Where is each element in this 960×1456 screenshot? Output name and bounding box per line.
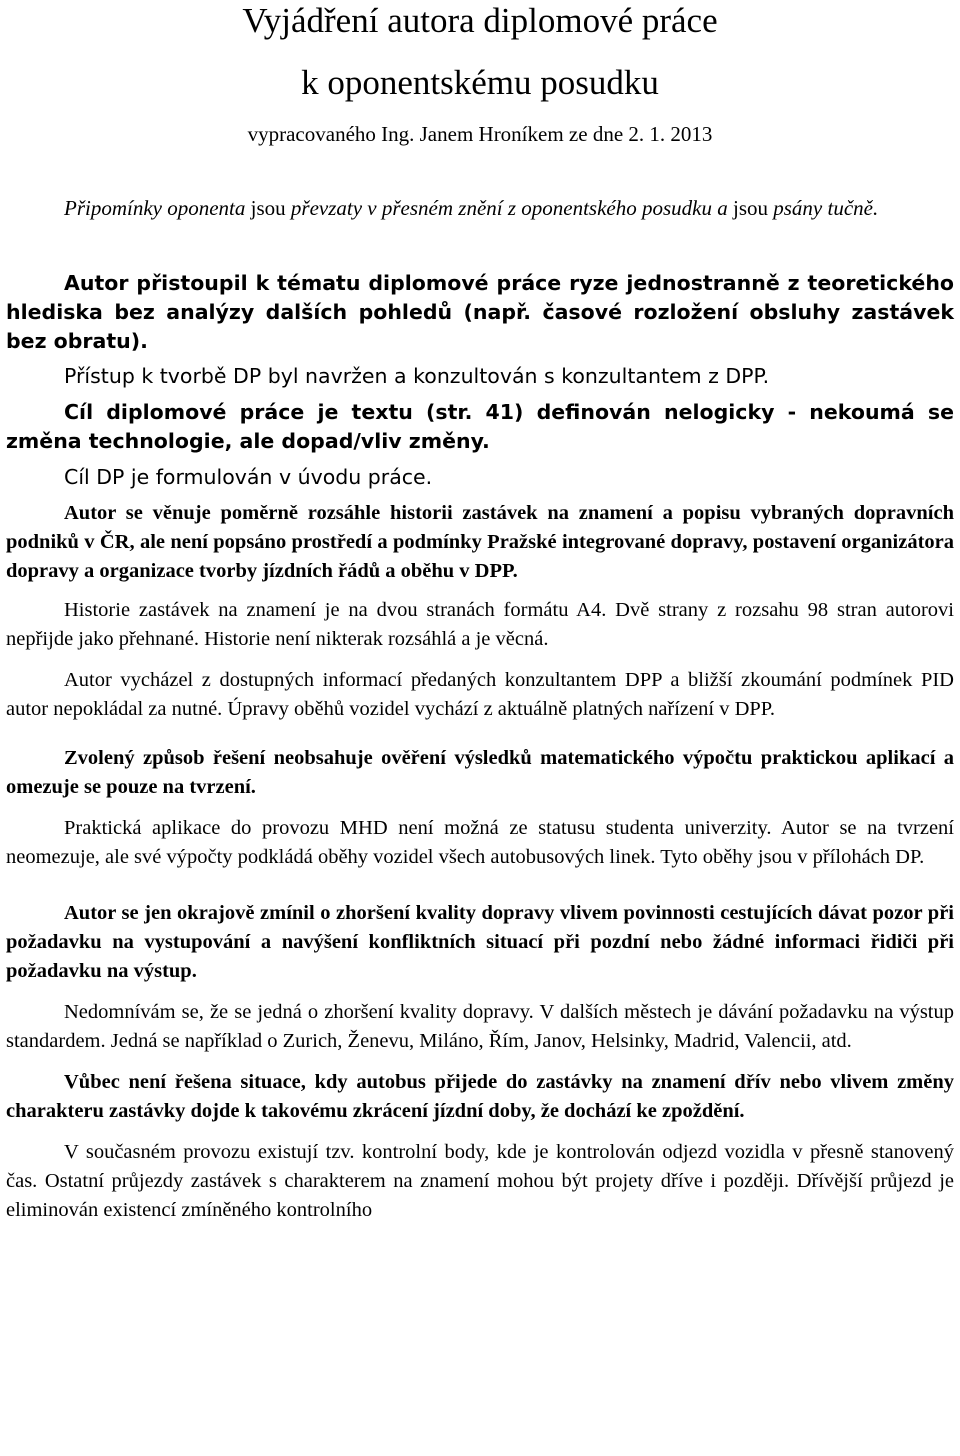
intro-note bbox=[6, 194, 954, 223]
opponent-remark-6: Vůbec není řešena situace, kdy autobus přijede do zastávky na znamení dřív nebo vlivem změny charakteru zastávky dojde k takovému zkrácení jízdní doby, že dochází ke zpoždění. bbox=[6, 1071, 954, 1122]
intro-note-part5: psány tučně. bbox=[773, 196, 879, 220]
author-reply-6: Nedomnívám se, že se jedná o zhoršení kvality dopravy. V dalších městech je dávání požadavku na výstup standardem. Jedná se například o Zurich, Ženevu, Miláno, Řím, Janov, Helsinky, Madrid, Valencii, atd. bbox=[6, 1001, 954, 1052]
intro-note-part2: jsou bbox=[245, 196, 291, 220]
opponent-remark-1: Autor přistoupil k tématu diplomové práce ryze jednostranně z teoretického hlediska bez analýzy dalších pohledů (např. časové rozložení obsluhy zastávek bez obratu). bbox=[6, 271, 954, 353]
opponent-remark-4: Zvolený způsob řešení neobsahuje ověření výsledků matematického výpočtu praktickou aplikací a omezuje se pouze na tvrzení. bbox=[6, 747, 954, 798]
author-reply-7: V současném provozu existují tzv. kontrolní body, kde je kontrolován odjezd vozidla v přesně stanovený čas. Ostatní průjezdy zastávek s charakterem na znamení mohou být projety dříve i později. Dřívější průjezd je eliminován existencí zmíněného kontrolního bbox=[6, 1141, 954, 1221]
author-reply-3: Historie zastávek na znamení je na dvou stranách formátu A4. Dvě strany z rozsahu 98 stran autorovi nepřijde jako přehnané. Historie není nikterak rozsáhlá a je věcná. bbox=[6, 599, 954, 650]
opponent-remark-2: Cíl diplomové práce je textu (str. 41) definován nelogicky - nekoumá se změna technologie, ale dopad/vliv změny. bbox=[6, 400, 954, 453]
document-subtitle: vypracovaného Ing. Janem Hroníkem ze dne 2. 1. 2013 bbox=[247, 122, 713, 146]
author-reply-2: Cíl DP je formulován v úvodu práce. bbox=[64, 465, 433, 489]
author-reply-4: Autor vycházel z dostupných informací předaných konzultantem DPP a bližší zkoumání podmínek PID autor nepokládal za nutné. Úpravy oběhů vozidel vychází z aktuálně platných nařízení v DPP. bbox=[6, 669, 954, 720]
intro-note-part3: převzaty v přesném znění z oponentského posudku a bbox=[290, 196, 728, 220]
intro-note-part4: jsou bbox=[727, 196, 774, 220]
author-reply-5: Praktická aplikace do provozu MHD není možná ze statusu studenta univerzity. Autor se na tvrzení neomezuje, ale své výpočty podkládá oběhy vozidel všech autobusových linek. Tyto oběhy jsou v přílohách DP. bbox=[6, 817, 954, 868]
opponent-remark-3: Autor se věnuje poměrně rozsáhle historii zastávek na znamení a popisu vybraných dopravních podniků v ČR, ale není popsáno prostředí a podmínky Pražské integrované dopravy, postavení organizátora dopravy a organizace tvorby jízdních řádů a oběhu v DPP. bbox=[6, 502, 954, 582]
document-title-line2: k oponentskému posudku bbox=[301, 63, 659, 102]
document-title-line1: Vyjádření autora diplomové práce bbox=[242, 1, 718, 40]
opponent-remark-5: Autor se jen okrajově zmínil o zhoršení kvality dopravy vlivem povinnosti cestujících dávat pozor při požadavku na vystupování a navýšení konfliktních situací při pozdní nebo žádné informaci řidiči při požadavku na výstup. bbox=[6, 902, 954, 982]
intro-note-part1: Připomínky oponenta bbox=[64, 196, 246, 220]
author-reply-1: Přístup k tvorbě DP byl navržen a konzultován s konzultantem z DPP. bbox=[64, 364, 770, 388]
